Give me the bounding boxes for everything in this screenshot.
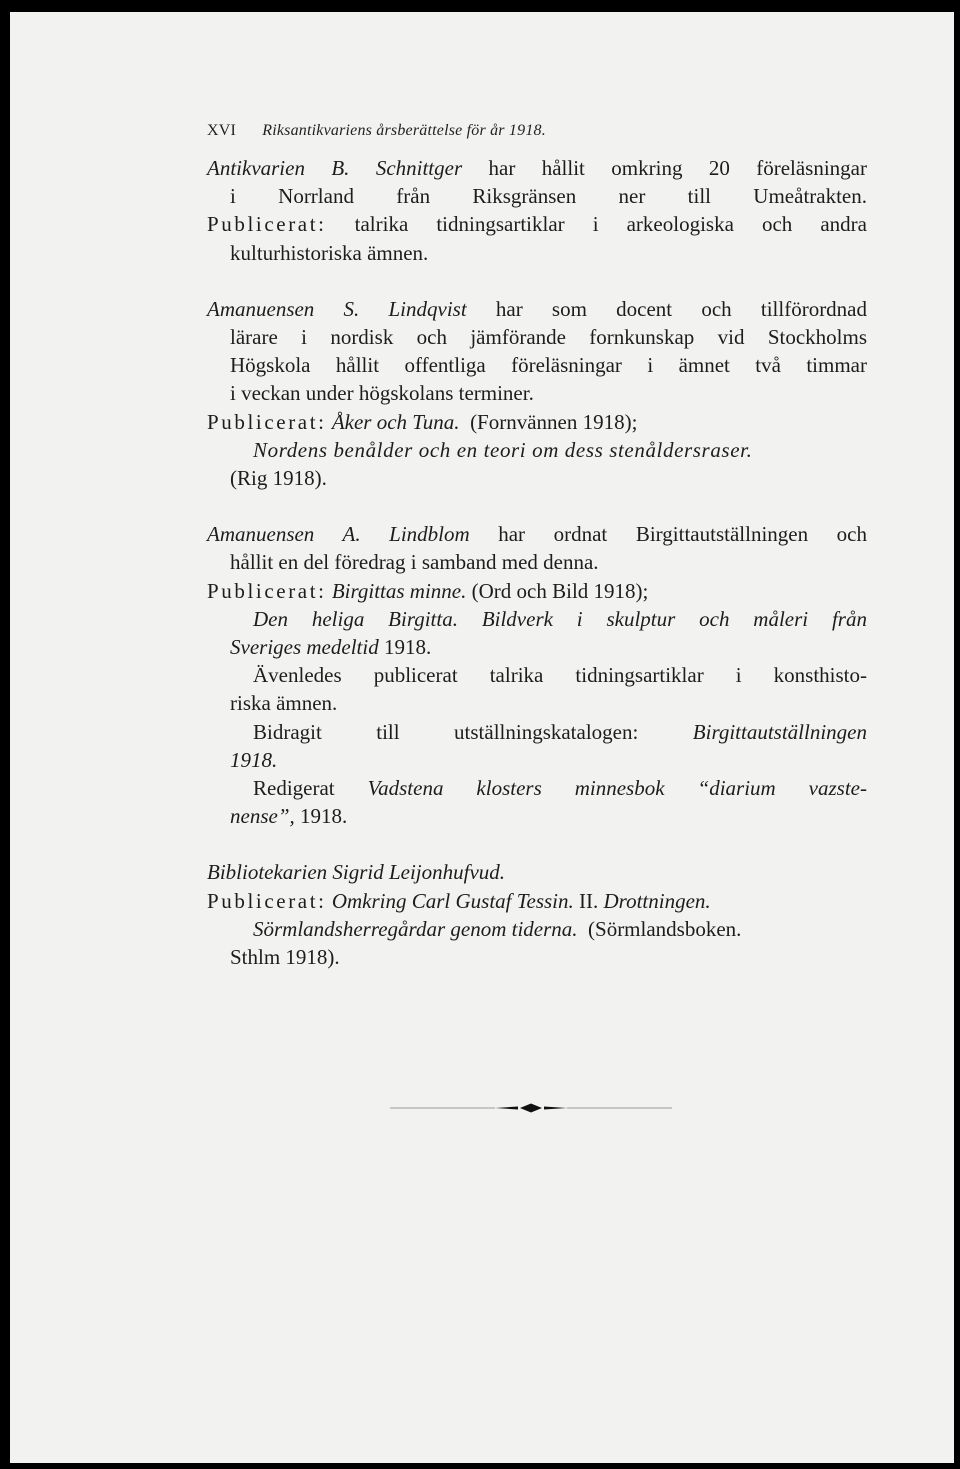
person-name: Antikvarien B. Schnittger xyxy=(207,156,463,180)
paragraph-line: Publicerat: Birgittas minne. (Ord och Bild 1918); xyxy=(207,578,649,603)
paragraph-line: Publicerat: Åker och Tuna. (Fornvännen 1918); xyxy=(207,409,638,434)
publication-title: 1918. xyxy=(230,747,278,772)
paragraph-line: Bidragit till utställningskatalogen: Birgittautställningen xyxy=(253,719,868,744)
publication-title: Sveriges medeltid xyxy=(230,635,379,660)
paragraph-line xyxy=(207,605,867,633)
paragraph-line xyxy=(207,436,867,464)
person-name: Amanuensen S. Lindqvist xyxy=(207,296,467,321)
paragraph-line: i Norrland från Riksgränsen ner till Umeåtrakten. xyxy=(230,184,867,209)
publication-title: Birgittautställningen xyxy=(692,719,868,744)
paragraph-line: riska ämnen. xyxy=(230,691,338,716)
paragraph-line: Redigerat Vadstena klosters minnesbok “diarium vazste- xyxy=(253,776,867,801)
ornament-divider xyxy=(390,1102,672,1114)
paragraph-line: Amanuensen A. Lindblom har ordnat Birgittautställningen och xyxy=(207,522,867,547)
paragraph-line: Högskola hållit offentliga föreläsningar i ämnet två timmar xyxy=(230,353,867,378)
publicerat-label: Publicerat: xyxy=(207,409,327,434)
paragraph-line: i veckan under högskolans terminer. xyxy=(230,381,534,406)
publication-title: Bildverk i skulptur och måleri från xyxy=(481,606,867,631)
paragraph-line: Publicerat: talrika tidningsartiklar i arkeologiska och andra xyxy=(207,212,867,237)
publication-title: Drottningen. xyxy=(603,888,711,913)
paragraph-line: Sörmlandsherregårdar genom tiderna. (Sörmlandsboken. xyxy=(253,916,742,941)
publicerat-label: Publicerat: xyxy=(207,888,327,913)
paragraph-line: hållit en del föredrag i samband med denna. xyxy=(230,550,599,575)
paragraph-line: Amanuensen S. Lindqvist har som docent och tillförordnad xyxy=(207,296,868,321)
paragraph-line xyxy=(207,746,867,774)
publication-title: Åker och Tuna. xyxy=(331,409,460,434)
paragraph-line: Publicerat: Omkring Carl Gustaf Tessin. II. Drottningen. xyxy=(207,888,711,913)
paragraph-line: Sveriges medeltid 1918. xyxy=(230,635,432,660)
person-name: Amanuensen A. Lindblom xyxy=(207,522,470,547)
running-header xyxy=(207,122,546,140)
running-title: Riksantikvariens årsberättelse för år 1918. xyxy=(262,122,546,139)
publication-title: Nordens benålder och en teori om dess stenåldersraser. xyxy=(253,437,753,462)
publicerat-label: Publicerat: xyxy=(207,578,327,603)
paragraph-line: lärare i nordisk och jämförande fornkunskap vid Stockholms xyxy=(230,325,867,350)
paragraph-line: Ävenledes publicerat talrika tidningsartiklar i konsthisto- xyxy=(253,663,867,688)
publication-title: Vadstena klosters minnesbok “diarium vazste- xyxy=(367,776,867,801)
publicerat-label: Publicerat: xyxy=(207,212,327,237)
page-number: XVI xyxy=(207,122,237,139)
publication-title: Sörmlandsherregårdar genom tiderna. xyxy=(253,916,578,941)
person-name: Bibliotekarien Sigrid Leijonhufvud. xyxy=(207,860,506,885)
publication-title: Omkring Carl Gustaf Tessin. xyxy=(331,888,574,913)
paragraph-line: (Rig 1918). xyxy=(230,466,327,491)
paragraph-line: Sthlm 1918). xyxy=(230,945,340,970)
publication-title: Birgittas minne. xyxy=(331,578,467,603)
page-body xyxy=(207,154,867,971)
paragraph-line xyxy=(207,858,867,886)
paragraph-line: Antikvarien B. Schnittger har hållit omkring 20 föreläsningar xyxy=(207,156,867,180)
publication-title: nense”, xyxy=(230,804,295,829)
paragraph-line: nense”, 1918. xyxy=(230,804,348,829)
publication-title: Den heliga Birgitta. xyxy=(253,606,458,631)
paragraph-line: kulturhistoriska ämnen. xyxy=(230,240,429,265)
